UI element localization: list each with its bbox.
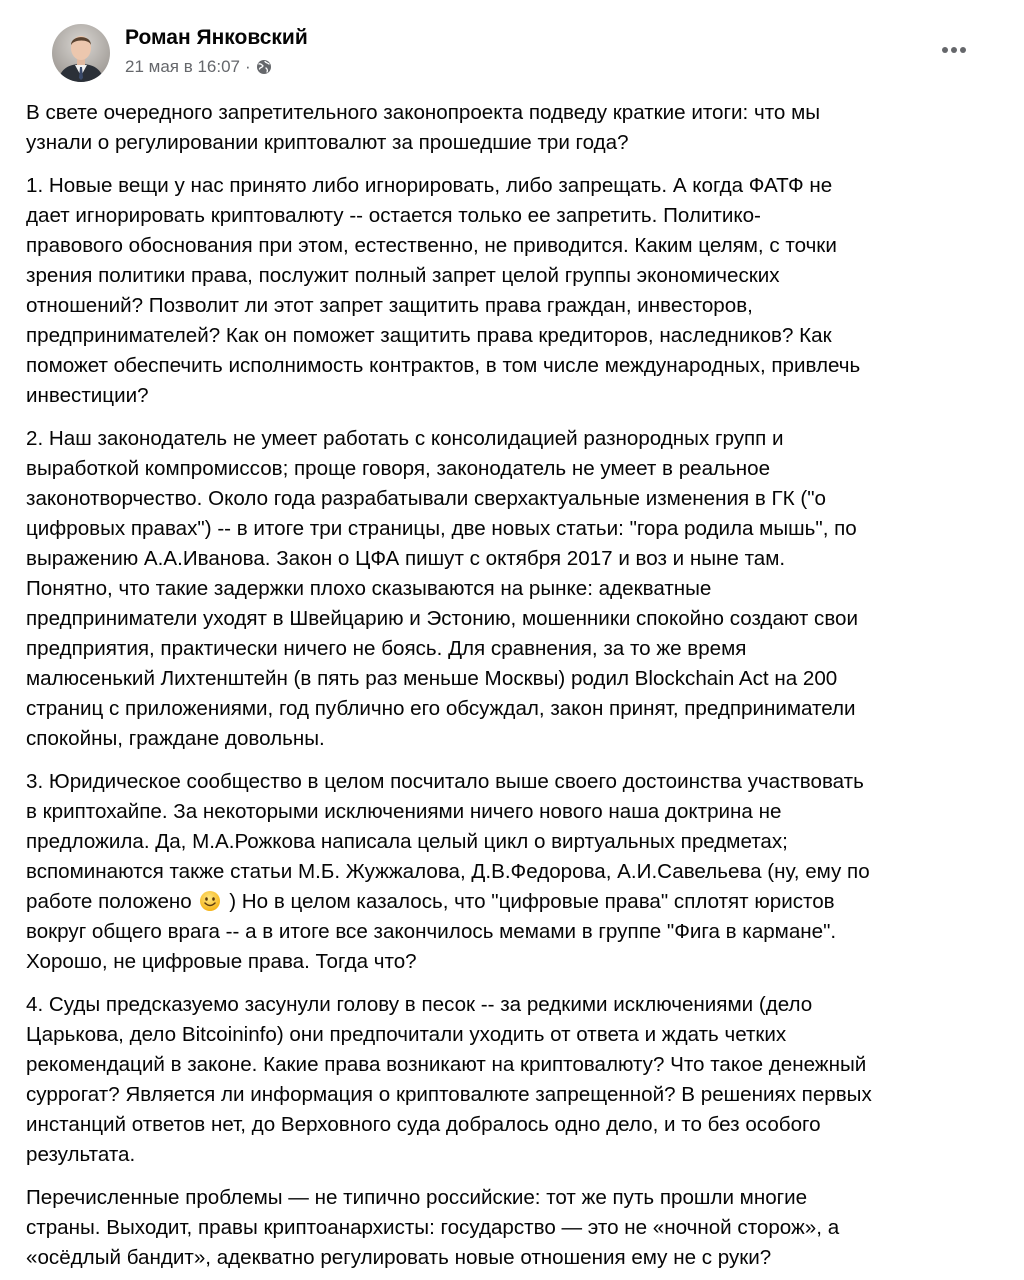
smile-emoji-icon — [199, 890, 221, 912]
text-line: дает игнорировать криптовалюту -- остается только ее запретить. Политико- — [26, 204, 761, 227]
text-line: предпринимателей? Как он поможет защитить права кредиторов, наследников? Как — [26, 324, 832, 347]
text-line: 1. Новые вещи у нас принято либо игнорировать, либо запрещать. А когда ФАТФ не — [26, 174, 833, 197]
more-horizontal-icon — [941, 46, 967, 54]
avatar[interactable] — [52, 24, 110, 82]
text-line: В свете очередного запретительного законопроекта подведу краткие итоги: что мы — [26, 101, 821, 124]
text-segment: ) Но в целом казалось, что "цифровые права" сплотят юристов — [223, 890, 835, 913]
text-line: предприниматели уходят в Швейцарию и Эстонию, мошенники спокойно создают свои — [26, 607, 859, 630]
paragraph-1 — [26, 171, 1006, 411]
text-line: инвестиции? — [26, 384, 149, 407]
paragraph-3 — [26, 767, 1006, 977]
paragraph-4 — [26, 990, 1006, 1170]
text-line: цифровых правах") -- в итоге три страницы, две новых статьи: "гора родила мышь", по — [26, 517, 857, 540]
text-line: предприятия, практически ничего не боясь. Для сравнения, за то же время — [26, 637, 747, 660]
text-line: отношений? Позволит ли этот запрет защитить права граждан, инвесторов, — [26, 294, 753, 317]
text-line: малюсенький Лихтенштейн (в пять раз меньше Москвы) родил Blockchain Act на 200 — [26, 667, 838, 690]
post-text — [26, 98, 1006, 1280]
post-meta — [125, 57, 272, 77]
text-line: «осёдлый бандит», адекватно регулировать новые отношения ему не с руки? — [26, 1246, 772, 1269]
text-line: выражению А.А.Иванова. Закон о ЦФА пишут с октября 2017 и воз и ныне там. — [26, 547, 786, 570]
text-segment: работе положено — [26, 890, 198, 913]
text-line: спокойны, граждане довольны. — [26, 727, 325, 750]
text-line: Царькова, дело Bitcoininfo) они предпочитали уходить от ответа и ждать четких — [26, 1023, 787, 1046]
text-line: страны. Выходит, правы криптоанархисты: государство — это не «ночной сторож», а — [26, 1216, 840, 1239]
avatar-photo-icon — [52, 24, 110, 82]
text-line: в криптохайпе. За некоторыми исключениями ничего нового наша доктрина не — [26, 800, 782, 823]
author-name[interactable]: Роман Янковский — [125, 26, 308, 49]
text-line: 3. Юридическое сообщество в целом посчитало выше своего достоинства участвовать — [26, 770, 864, 793]
paragraph-intro — [26, 98, 1006, 158]
post-header — [26, 0, 1000, 96]
paragraph-2 — [26, 424, 1006, 754]
text-line: Перечисленные проблемы — не типично российские: тот же путь прошли многие — [26, 1186, 808, 1209]
text-line: результата. — [26, 1143, 136, 1166]
text-line: узнали о регулировании криптовалют за прошедшие три года? — [26, 131, 629, 154]
text-line: Понятно, что такие задержки плохо сказываются на рынке: адекватные — [26, 577, 712, 600]
text-line-with-emoji — [26, 887, 1006, 917]
text-line: правового обоснования при этом, естественно, не приводится. Каким целям, с точки — [26, 234, 837, 257]
more-options-button[interactable] — [934, 36, 974, 64]
text-line: страниц с приложениями, год публично его обсуждал, закон принят, предприниматели — [26, 697, 856, 720]
text-line: законотворчество. Около года разрабатывали сверхактуальные изменения в ГК ("о — [26, 487, 826, 510]
meta-separator: · — [245, 57, 251, 76]
globe-icon[interactable] — [256, 59, 272, 75]
text-line: вспоминаются также статьи М.Б. Жужжалова, Д.В.Федорова, А.И.Савельева (ну, ему по — [26, 860, 870, 883]
text-line: предложила. Да, М.А.Рожкова написала целый цикл о виртуальных предметах; — [26, 830, 788, 853]
text-line: 2. Наш законодатель не умеет работать с консолидацией разнородных групп и — [26, 427, 784, 450]
paragraph-conclusion — [26, 1183, 1006, 1273]
text-line: выработкой компромиссов; проще говоря, законодатель не умеет в реальное — [26, 457, 771, 480]
post-timestamp[interactable]: 21 мая в 16:07 — [125, 57, 240, 76]
text-line: рекомендаций в законе. Какие права возникают на криптовалюту? Что такое денежный — [26, 1053, 867, 1076]
text-line: суррогат? Является ли информация о криптовалюте запрещенной? В решениях первых — [26, 1083, 872, 1106]
text-line: поможет обеспечить исполнимость контрактов, в том числе международных, привлечь — [26, 354, 861, 377]
text-line: 4. Суды предсказуемо засунули голову в песок -- за редкими исключениями (дело — [26, 993, 813, 1016]
text-line: инстанций ответов нет, до Верховного суда добралось одно дело, и то без особого — [26, 1113, 821, 1136]
text-line: Хорошо, не цифровые права. Тогда что? — [26, 950, 417, 973]
text-line: вокруг общего врага -- а в итоге все закончилось мемами в группе "Фига в кармане". — [26, 920, 837, 943]
text-line: зрения политики права, послужит полный запрет целой группы экономических — [26, 264, 780, 287]
